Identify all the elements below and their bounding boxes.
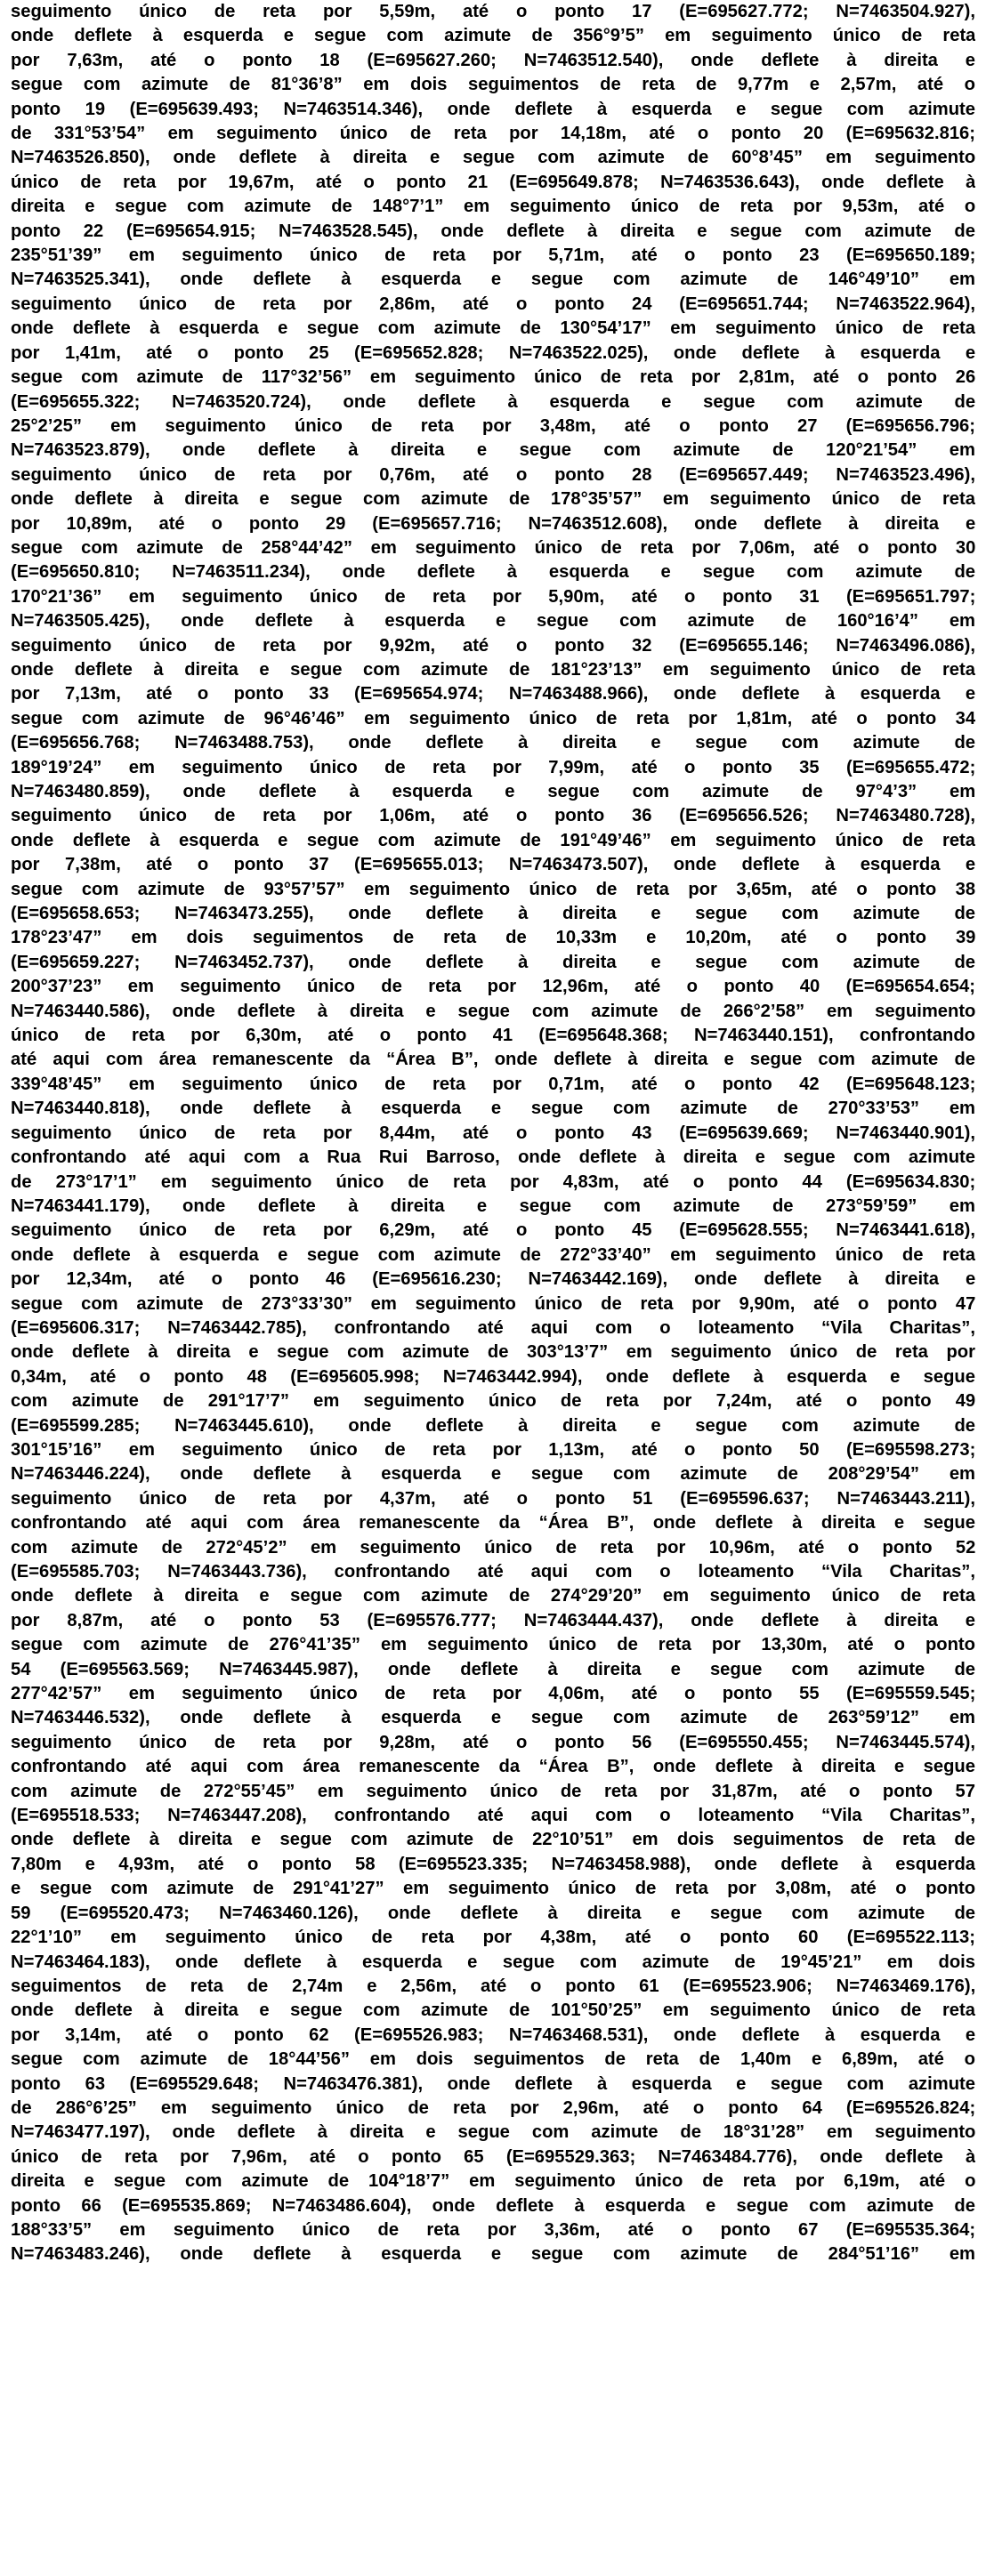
text-line: por 7,63m, até o ponto 18 (E=695627.260; N=7463512.540), onde deflete à direita e xyxy=(11,50,975,70)
text-line: de 331°53’54” em seguimento único de reta por 14,18m, até o ponto 20 (E=695632.816; xyxy=(11,124,975,144)
text-line: N=7463523.879), onde deflete à direita e segue com azimute de 120°21’54” em xyxy=(11,440,975,461)
text-line: 188°33’5” em seguimento único de reta por 3,36m, até o ponto 67 (E=695535.364; xyxy=(11,2219,975,2240)
text-line: segue com azimute de 273°33’30” em seguimento único de reta por 9,90m, até o ponto 47 xyxy=(11,1293,975,1314)
text-line: por 7,13m, até o ponto 33 (E=695654.974; N=7463488.966), onde deflete à esquerda e xyxy=(11,684,975,704)
text-line: segue com azimute de 81°36’8” em dois seguimentos de reta de 9,77m e 2,57m, até o xyxy=(11,75,975,95)
text-line: ponto 22 (E=695654.915; N=7463528.545), onde deflete à direita e segue com azimute de xyxy=(11,221,975,241)
text-line: seguimento único de reta por 9,28m, até o ponto 56 (E=695550.455; N=7463445.574), xyxy=(11,1732,975,1752)
text-line: por 8,87m, até o ponto 53 (E=695576.777; N=7463444.437), onde deflete à direita e xyxy=(11,1610,975,1630)
text-line: N=7463446.224), onde deflete à esquerda e segue com azimute de 208°29’54” em xyxy=(11,1464,975,1485)
text-line: 22°1’10” em seguimento único de reta por 4,38m, até o ponto 60 (E=695522.113; xyxy=(11,1928,975,1948)
text-line: 25°2’25” em seguimento único de reta por 3,48m, até o ponto 27 (E=695656.796; xyxy=(11,415,975,436)
text-line: único de reta por 6,30m, até o ponto 41 (E=695648.368; N=7463440.151), confrontando xyxy=(11,1026,975,1046)
text-line: N=7463505.425), onde deflete à esquerda e segue com azimute de 160°16’4” em xyxy=(11,611,975,632)
text-line: segue com azimute de 117°32’56” em seguimento único de reta por 2,81m, até o ponto 26 xyxy=(11,367,975,388)
text-line: 339°48’45” em seguimento único de reta por 0,71m, até o ponto 42 (E=695648.123; xyxy=(11,1074,975,1094)
text-line: ponto 66 (E=695535.869; N=7463486.604), onde deflete à esquerda e segue com azimute de xyxy=(11,2195,975,2216)
text-line: N=7463526.850), onde deflete à direita e segue com azimute de 60°8’45” em seguimento xyxy=(11,148,975,168)
text-line: 170°21’36” em seguimento único de reta por 5,90m, até o ponto 31 (E=695651.797; xyxy=(11,586,975,607)
text-line: N=7463525.341), onde deflete à esquerda e segue com azimute de 146°49’10” em xyxy=(11,270,975,290)
text-line: N=7463483.246), onde deflete à esquerda e segue com azimute de 284°51’16” em xyxy=(11,2244,975,2265)
text-line: onde deflete à esquerda e segue com azimute de 356°9’5” em seguimento único de reta xyxy=(11,26,975,46)
text-line: 7,80m e 4,93m, até o ponto 58 (E=695523.335; N=7463458.988), onde deflete à esquerda xyxy=(11,1854,975,1874)
text-line: segue com azimute de 96°46’46” em seguimento único de reta por 1,81m, até o ponto 34 xyxy=(11,708,975,729)
text-line: direita e segue com azimute de 148°7’1” em seguimento único de reta por 9,53m, até o xyxy=(11,197,975,217)
text-line: 0,34m, até o ponto 48 (E=695605.998; N=7463442.994), onde deflete à esquerda e segue xyxy=(11,1366,975,1387)
text-line: seguimento único de reta por 1,06m, até o ponto 36 (E=695656.526; N=7463480.728), xyxy=(11,806,975,826)
text-line: onde deflete à esquerda e segue com azimute de 191°49’46” em seguimento único de reta xyxy=(11,830,975,850)
text-line: segue com azimute de 18°44’56” em dois seguimentos de reta de 1,40m e 6,89m, até o xyxy=(11,2049,975,2070)
text-line: seguimento único de reta por 4,37m, até o ponto 51 (E=695596.637; N=7463443.211), xyxy=(11,1488,975,1509)
text-line: (E=695656.768; N=7463488.753), onde deflete à direita e segue com azimute de xyxy=(11,733,975,753)
text-line: (E=695658.653; N=7463473.255), onde deflete à direita e segue com azimute de xyxy=(11,904,975,924)
text-line: onde deflete à direita e segue com azimute de 303°13’7” em seguimento único de reta por xyxy=(11,1342,975,1363)
text-line: seguimento único de reta por 6,29m, até o ponto 45 (E=695628.555; N=7463441.618), xyxy=(11,1220,975,1241)
text-line: N=7463446.532), onde deflete à esquerda e segue com azimute de 263°59’12” em xyxy=(11,1708,975,1728)
text-line: segue com azimute de 258°44’42” em seguimento único de reta por 7,06m, até o ponto 30 xyxy=(11,537,975,558)
text-line: N=7463440.586), onde deflete à direita e segue com azimute de 266°2’58” em seguimento xyxy=(11,1001,975,1021)
text-line: com azimute de 291°17’7” em seguimento único de reta por 7,24m, até o ponto 49 xyxy=(11,1391,975,1412)
text-line: seguimentos de reta de 2,74m e 2,56m, até o ponto 61 (E=695523.906; N=7463469.176), xyxy=(11,1976,975,1996)
text-line: segue com azimute de 93°57’57” em seguimento único de reta por 3,65m, até o ponto 38 xyxy=(11,879,975,899)
text-line: (E=695599.285; N=7463445.610), onde deflete à direita e segue com azimute de xyxy=(11,1415,975,1436)
text-line: seguimento único de reta por 5,59m, até o ponto 17 (E=695627.772; N=7463504.927), xyxy=(11,2,975,21)
text-line: confrontando até aqui com área remanescente da “Área B”, onde deflete à direita e segue xyxy=(11,1513,975,1534)
text-line: seguimento único de reta por 2,86m, até o ponto 24 (E=695651.744; N=7463522.964), xyxy=(11,294,975,314)
text-line: por 10,89m, até o ponto 29 (E=695657.716; N=7463512.608), onde deflete à direita e xyxy=(11,513,975,534)
text-line: segue com azimute de 276°41’35” em seguimento único de reta por 13,30m, até o ponto xyxy=(11,1635,975,1655)
text-line: onde deflete à direita e segue com azimute de 181°23’13” em seguimento único de reta xyxy=(11,659,975,680)
text-line: confrontando até aqui com área remanescente da “Área B”, onde deflete à direita e segue xyxy=(11,1757,975,1777)
text-line: por 12,34m, até o ponto 46 (E=695616.230; N=7463442.169), onde deflete à direita e xyxy=(11,1269,975,1290)
text-line: confrontando até aqui com a Rua Rui Barroso, onde deflete à direita e segue com azimute xyxy=(11,1147,975,1168)
text-line: 277°42’57” em seguimento único de reta por 4,06m, até o ponto 55 (E=695559.545; xyxy=(11,1684,975,1704)
text-line: (E=695518.533; N=7463447.208), confrontando até aqui com o loteamento “Vila Charitas”, xyxy=(11,1806,975,1826)
text-line: 301°15’16” em seguimento único de reta por 1,13m, até o ponto 50 (E=695598.273; xyxy=(11,1439,975,1460)
text-line: ponto 63 (E=695529.648; N=7463476.381), onde deflete à esquerda e segue com azimute xyxy=(11,2073,975,2094)
text-line: 59 (E=695520.473; N=7463460.126), onde deflete à direita e segue com azimute de xyxy=(11,1903,975,1923)
text-line: onde deflete à direita e segue com azimute de 101°50’25” em seguimento único de reta xyxy=(11,2000,975,2021)
text-line: (E=695606.317; N=7463442.785), confrontando até aqui com o loteamento “Vila Charitas”, xyxy=(11,1317,975,1338)
text-line: único de reta por 7,96m, até o ponto 65 (E=695529.363; N=7463484.776), onde deflete à xyxy=(11,2146,975,2167)
text-line: (E=695655.322; N=7463520.724), onde deflete à esquerda e segue com azimute de xyxy=(11,391,975,412)
text-line: por 7,38m, até o ponto 37 (E=695655.013; N=7463473.507), onde deflete à esquerda e xyxy=(11,855,975,875)
text-line: seguimento único de reta por 9,92m, até o ponto 32 (E=695655.146; N=7463496.086), xyxy=(11,635,975,656)
text-line: onde deflete à esquerda e segue com azimute de 130°54’17” em seguimento único de reta xyxy=(11,318,975,339)
text-line: (E=695659.227; N=7463452.737), onde deflete à direita e segue com azimute de xyxy=(11,952,975,972)
text-line: N=7463464.183), onde deflete à esquerda e segue com azimute de 19°45’21” em dois xyxy=(11,1952,975,1972)
text-line: 200°37’23” em seguimento único de reta por 12,96m, até o ponto 40 (E=695654.654; xyxy=(11,977,975,997)
text-line: (E=695650.810; N=7463511.234), onde deflete à esquerda e segue com azimute de xyxy=(11,562,975,583)
text-line: onde deflete à direita e segue com azimute de 274°29’20” em seguimento único de reta xyxy=(11,1586,975,1606)
text-line: por 3,14m, até o ponto 62 (E=695526.983; N=7463468.531), onde deflete à esquerda e xyxy=(11,2025,975,2045)
text-line: 54 (E=695563.569; N=7463445.987), onde deflete à direita e segue com azimute de xyxy=(11,1659,975,1679)
text-line: N=7463441.179), onde deflete à direita e segue com azimute de 273°59’59” em xyxy=(11,1195,975,1216)
text-line: até aqui com área remanescente da “Área B”, onde deflete à direita e segue com azimute de xyxy=(11,1050,975,1070)
text-line: e segue com azimute de 291°41’27” em seguimento único de reta por 3,08m, até o ponto xyxy=(11,1879,975,1899)
text-line: onde deflete à esquerda e segue com azimute de 272°33’40” em seguimento único de reta xyxy=(11,1244,975,1265)
text-line: seguimento único de reta por 0,76m, até o ponto 28 (E=695657.449; N=7463523.496), xyxy=(11,464,975,485)
text-line: com azimute de 272°45’2” em seguimento único de reta por 10,96m, até o ponto 52 xyxy=(11,1537,975,1558)
text-line: onde deflete à direita e segue com azimute de 178°35’57” em seguimento único de reta xyxy=(11,489,975,510)
text-line: direita e segue com azimute de 104°18’7” em seguimento único de reta por 6,19m, até o xyxy=(11,2171,975,2192)
text-line: 189°19’24” em seguimento único de reta por 7,99m, até o ponto 35 (E=695655.472; xyxy=(11,757,975,777)
text-line: por 1,41m, até o ponto 25 (E=695652.828; N=7463522.025), onde deflete à esquerda e xyxy=(11,342,975,363)
text-line: de 286°6’25” em seguimento único de reta por 2,96m, até o ponto 64 (E=695526.824; xyxy=(11,2097,975,2118)
property-description-text xyxy=(11,0,975,2267)
text-line: 178°23’47” em dois seguimentos de reta de 10,33m e 10,20m, até o ponto 39 xyxy=(11,928,975,948)
text-line: ponto 19 (E=695639.493; N=7463514.346), onde deflete à esquerda e segue com azimute xyxy=(11,99,975,119)
text-line: único de reta por 19,67m, até o ponto 21 (E=695649.878; N=7463536.643), onde deflete à xyxy=(11,172,975,192)
text-line: seguimento único de reta por 8,44m, até o ponto 43 (E=695639.669; N=7463440.901), xyxy=(11,1123,975,1143)
text-line: com azimute de 272°55’45” em seguimento único de reta por 31,87m, até o ponto 57 xyxy=(11,1781,975,1801)
text-line: N=7463480.859), onde deflete à esquerda e segue com azimute de 97°4’3” em xyxy=(11,782,975,801)
text-line: (E=695585.703; N=7463443.736), confrontando até aqui com o loteamento “Vila Charitas”, xyxy=(11,1562,975,1582)
text-line: onde deflete à direita e segue com azimute de 22°10’51” em dois seguimentos de reta de xyxy=(11,1830,975,1850)
text-line: de 273°17’1” em seguimento único de reta por 4,83m, até o ponto 44 (E=695634.830; xyxy=(11,1171,975,1192)
text-line: N=7463477.197), onde deflete à direita e segue com azimute de 18°31’28” em seguimento xyxy=(11,2122,975,2143)
text-line: 235°51’39” em seguimento único de reta por 5,71m, até o ponto 23 (E=695650.189; xyxy=(11,246,975,266)
text-line: N=7463440.818), onde deflete à esquerda e segue com azimute de 270°33’53” em xyxy=(11,1099,975,1119)
